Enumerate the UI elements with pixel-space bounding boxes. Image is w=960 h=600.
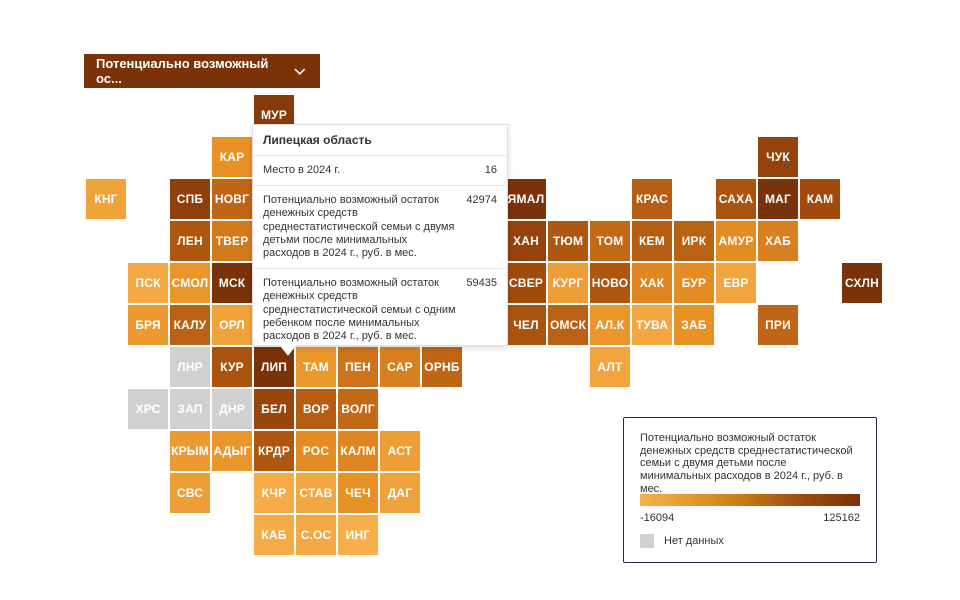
nodata-label: Нет данных xyxy=(664,535,724,547)
region-tile-чук[interactable]: ЧУК xyxy=(758,137,798,177)
legend-gradient-bar xyxy=(640,494,860,506)
region-tile-аст[interactable]: АСТ xyxy=(380,431,420,471)
region-tile-алт[interactable]: АЛТ xyxy=(590,347,630,387)
region-tile-хаб[interactable]: ХАБ xyxy=(758,221,798,261)
tooltip-row-value: 59435 xyxy=(466,277,497,290)
region-tile-кург[interactable]: КУРГ xyxy=(548,263,588,303)
region-tile-новг[interactable]: НОВГ xyxy=(212,179,252,219)
region-tile-крас[interactable]: КРАС xyxy=(632,179,672,219)
region-tile-орл[interactable]: ОРЛ xyxy=(212,305,252,345)
region-tile-том[interactable]: ТОМ xyxy=(590,221,630,261)
region-tile-тюм[interactable]: ТЮМ xyxy=(548,221,588,261)
region-tile-смол[interactable]: СМОЛ xyxy=(170,263,210,303)
nodata-swatch xyxy=(640,534,654,548)
region-tile-сар[interactable]: САР xyxy=(380,347,420,387)
region-tile-чеч[interactable]: ЧЕЧ xyxy=(338,473,378,513)
region-tile-спб[interactable]: СПБ xyxy=(170,179,210,219)
region-tile-калу[interactable]: КАЛУ xyxy=(170,305,210,345)
region-tile-кур[interactable]: КУР xyxy=(212,347,252,387)
region-tile-кар[interactable]: КАР xyxy=(212,137,252,177)
region-tile-евр[interactable]: ЕВР xyxy=(716,263,756,303)
region-tile-хак[interactable]: ХАК xyxy=(632,263,672,303)
region-tile-лен[interactable]: ЛЕН xyxy=(170,221,210,261)
tooltip-pointer xyxy=(280,345,296,355)
region-tile-заб[interactable]: ЗАБ xyxy=(674,305,714,345)
region-tile-даг[interactable]: ДАГ xyxy=(380,473,420,513)
region-tile-бур[interactable]: БУР xyxy=(674,263,714,303)
region-tile-кчр[interactable]: КЧР xyxy=(254,473,294,513)
region-tooltip xyxy=(252,124,508,346)
region-tile-рос[interactable]: РОС xyxy=(296,431,336,471)
tooltip-row-label: Место в 2024 г. xyxy=(263,164,341,176)
region-tile-при[interactable]: ПРИ xyxy=(758,305,798,345)
region-tile-маг[interactable]: МАГ xyxy=(758,179,798,219)
chevron-down-icon xyxy=(292,63,308,79)
region-tile-ново[interactable]: НОВО xyxy=(590,263,630,303)
region-tile-твер[interactable]: ТВЕР xyxy=(212,221,252,261)
region-tile-крым[interactable]: КРЫМ xyxy=(170,431,210,471)
region-tile-с.ос[interactable]: С.ОС xyxy=(296,515,336,555)
region-tile-пен[interactable]: ПЕН xyxy=(338,347,378,387)
tooltip-row-one-child xyxy=(253,269,507,351)
region-tile-там[interactable]: ТАМ xyxy=(296,347,336,387)
region-tile-саха[interactable]: САХА xyxy=(716,179,756,219)
dropdown-label: Потенциально возможный ос... xyxy=(96,56,269,86)
tooltip-row-value: 16 xyxy=(484,164,497,176)
region-tile-бел[interactable]: БЕЛ xyxy=(254,389,294,429)
legend-nodata xyxy=(640,534,860,548)
region-tile-хан[interactable]: ХАН xyxy=(506,221,546,261)
region-tile-чел[interactable]: ЧЕЛ xyxy=(506,305,546,345)
color-legend xyxy=(623,417,877,563)
indicator-dropdown[interactable] xyxy=(84,54,320,88)
region-tile-кнг[interactable]: КНГ xyxy=(86,179,126,219)
region-tile-калм[interactable]: КАЛМ xyxy=(338,431,378,471)
tooltip-row-value: 42974 xyxy=(466,194,497,207)
region-tile-хрс[interactable]: ХРС xyxy=(128,389,168,429)
region-tile-омск[interactable]: ОМСК xyxy=(548,305,588,345)
region-tile-тува[interactable]: ТУВА xyxy=(632,305,672,345)
region-tile-ал.к[interactable]: АЛ.К xyxy=(590,305,630,345)
legend-ticks xyxy=(640,512,860,524)
region-tile-вор[interactable]: ВОР xyxy=(296,389,336,429)
region-tile-ямал[interactable]: ЯМАЛ xyxy=(506,179,546,219)
legend-max-label: 125162 xyxy=(823,512,860,524)
tooltip-row-rank xyxy=(253,156,507,186)
region-tile-пск[interactable]: ПСК xyxy=(128,263,168,303)
legend-title: Потенциально возможный остаток денежных средств среднестатистической семьи с двумя детьми после минимальных расходов в 2024 г., руб. в мес. xyxy=(640,432,853,495)
region-tile-схлн[interactable]: СХЛН xyxy=(842,263,882,303)
region-tile-бря[interactable]: БРЯ xyxy=(128,305,168,345)
region-tile-свс[interactable]: СВС xyxy=(170,473,210,513)
region-tile-инг[interactable]: ИНГ xyxy=(338,515,378,555)
region-tile-мск[interactable]: МСК xyxy=(212,263,252,303)
region-tile-став[interactable]: СТАВ xyxy=(296,473,336,513)
legend-min-label: -16094 xyxy=(640,512,675,524)
region-tile-днр[interactable]: ДНР xyxy=(212,389,252,429)
tooltip-title: Липецкая область xyxy=(253,125,507,156)
region-tile-крдр[interactable]: КРДР xyxy=(254,431,294,471)
tooltip-row-label: Потенциально возможный остаток денежных средств среднестатистической семьи с двумя детьми после минимальных расходов в 2024 г., руб. в мес. xyxy=(263,194,455,259)
region-tile-ирк[interactable]: ИРК xyxy=(674,221,714,261)
region-tile-лнр[interactable]: ЛНР xyxy=(170,347,210,387)
tooltip-row-two-children xyxy=(253,186,507,269)
region-tile-зап[interactable]: ЗАП xyxy=(170,389,210,429)
region-tile-каб[interactable]: КАБ xyxy=(254,515,294,555)
region-tile-лип[interactable]: ЛИП xyxy=(254,347,294,387)
region-tile-волг[interactable]: ВОЛГ xyxy=(338,389,378,429)
region-tile-кем[interactable]: КЕМ xyxy=(632,221,672,261)
tooltip-row-label: Потенциально возможный остаток денежных средств среднестатистической семьи с одним ребенком после минимальных расходов в 2024 г., руб. в мес. xyxy=(263,277,456,342)
region-tile-амур[interactable]: АМУР xyxy=(716,221,756,261)
region-tile-свер[interactable]: СВЕР xyxy=(506,263,546,303)
region-tile-адыг[interactable]: АДЫГ xyxy=(212,431,252,471)
region-tile-мур[interactable]: МУР xyxy=(254,95,294,135)
region-tile-кам[interactable]: КАМ xyxy=(800,179,840,219)
region-tile-орнб[interactable]: ОРНБ xyxy=(422,347,462,387)
